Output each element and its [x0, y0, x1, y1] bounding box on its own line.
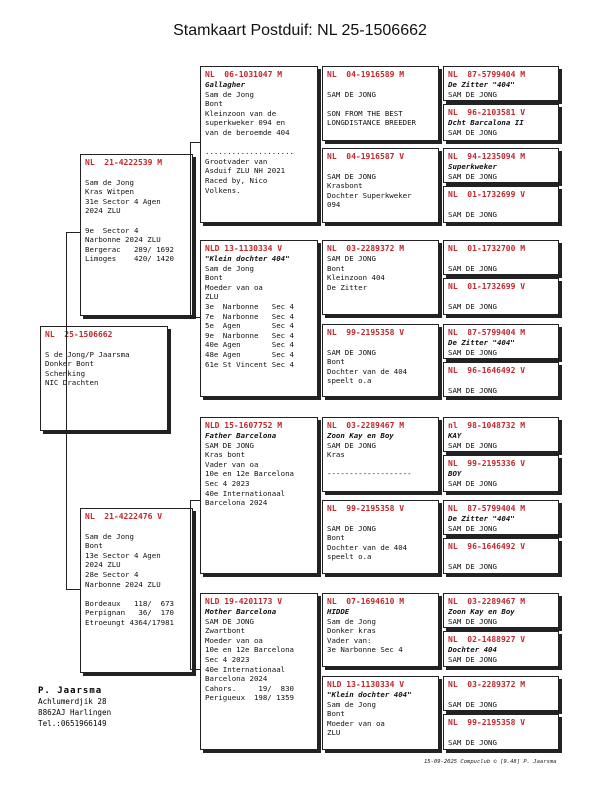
ring-number: NL 03-2289372 M — [448, 680, 526, 689]
pigeon-info-line — [448, 690, 554, 700]
pigeon-info-line: Cahors. 19/ 830 — [205, 683, 294, 693]
pigeon-info-line: SAM DE JONG — [448, 127, 497, 137]
pigeon-info-line: 40e Internationaal — [205, 488, 286, 498]
ring-number: NL 07-1694610 M — [327, 597, 405, 606]
pigeon-card-p5 — [200, 417, 318, 574]
pigeon-info-line — [85, 522, 188, 532]
pigeon-card-p29 — [443, 676, 559, 711]
pigeon-info-line: Bordeaux 118/ 673 — [85, 598, 174, 608]
pigeon-info-line — [327, 514, 434, 524]
pigeon-info-line: Bont — [327, 357, 345, 367]
owner-name: P. Jaarsma — [38, 686, 103, 696]
ring-number: NLD 15-1607752 M — [205, 421, 283, 430]
pigeon-info-line: NIC Drachten — [45, 378, 99, 388]
ring-number: NL 94-1235094 M — [448, 152, 526, 161]
pigeon-info-line: Perpignan 36/ 170 — [85, 608, 174, 618]
pigeon-info-line: Father Barcelona — [205, 431, 277, 440]
pigeon-info-line: Dochter 404 — [448, 645, 497, 654]
connector-sire — [190, 142, 201, 318]
pigeon-info-line: De Zitter — [327, 282, 368, 292]
ring-number: NL 04-1916587 V — [327, 152, 405, 161]
pigeon-info-line: SON FROM THE BEST — [327, 108, 403, 118]
pigeon-info-line: 61e St Vincent Sec 4 — [205, 359, 294, 369]
pigeon-info-line: ------------------- — [327, 469, 412, 479]
pigeon-card-p16 — [443, 104, 559, 141]
pigeon-info-line — [327, 99, 434, 109]
pigeon-card-p24 — [443, 455, 559, 492]
pigeon-info-line: Kras bont — [205, 450, 246, 460]
pigeon-info-line: SAM DE JONG — [327, 254, 376, 263]
ring-number: NLD 13-1130334 V — [205, 244, 283, 253]
pigeon-info-line: ZLU — [205, 292, 219, 302]
pigeon-info-line: SAM DE JONG — [448, 385, 497, 395]
pigeon-info-line: van de beroemde 404 — [205, 127, 290, 137]
pigeon-info-line: 10e en 12e Barcelona — [205, 645, 294, 655]
owner-phone-line: Tel.:0651966149 — [38, 719, 107, 728]
pigeon-info-line: SAM DE JONG — [448, 699, 497, 709]
pigeon-info-line: Bont — [205, 273, 223, 283]
pigeon-info-line: superkweker 094 en — [205, 118, 286, 128]
pigeon-info-line — [448, 292, 554, 302]
pigeon-info-line: SAM DE JONG — [448, 478, 497, 488]
pigeon-info-line: S de Jong/P Jaarsma — [45, 349, 130, 359]
pigeon-info-line: Sam de Jong — [327, 699, 376, 709]
pigeon-info-line: 2024 ZLU — [85, 206, 121, 216]
pigeon-info-line: Mother Barcelona — [205, 607, 277, 616]
pigeon-info-line: 2024 ZLU — [85, 560, 121, 570]
pigeon-info-line: Krasbont — [327, 181, 363, 191]
pigeon-info-line: Bont — [205, 99, 223, 109]
pigeon-card-p8 — [322, 148, 439, 223]
ring-number: NL 03-2289467 M — [327, 421, 405, 430]
pigeon-info-line: LONGDISTANCE BREEDER — [327, 118, 416, 128]
pigeon-info-line: Dochter Superkweker — [327, 190, 412, 200]
ring-number: NL 21-4222539 M — [85, 158, 163, 167]
ring-number: NL 25-1506662 — [45, 330, 113, 339]
pigeon-info-line: Zoon Kay en Boy — [327, 431, 394, 440]
pigeon-info-line — [85, 216, 188, 226]
pigeon-info-line: Zoon Kay en Boy — [448, 607, 515, 616]
pigeon-info-line: SAM DE JONG — [448, 654, 497, 664]
ring-number: NL 01-1732700 M — [448, 244, 526, 253]
pigeon-info-line: Bont — [327, 263, 345, 273]
pigeon-card-p2 — [80, 508, 193, 673]
pigeon-card-p27 — [443, 593, 559, 628]
pigeon-info-line: SAM DE JONG — [327, 171, 376, 181]
pigeon-info-line: De Zitter "404" — [448, 338, 515, 347]
pigeon-card-p6 — [200, 593, 318, 750]
page-title: Stamkaart Postduif: NL 25-1506662 — [173, 22, 427, 39]
pigeon-info-line: Sam de Jong — [85, 531, 134, 541]
pigeon-info-line — [45, 340, 163, 350]
pigeon-card-p23 — [443, 417, 559, 452]
ring-number: nl 98-1048732 M — [448, 421, 526, 430]
pigeon-info-line — [205, 138, 313, 148]
pigeon-info-line: .................... — [205, 147, 294, 157]
pigeon-info-line: Donker Bont — [45, 359, 94, 369]
pigeon-info-line: 5e Agen Sec 4 — [205, 321, 294, 331]
pigeon-info-line: De Zitter "404" — [448, 80, 515, 89]
pigeon-info-line: SAM DE JONG — [448, 561, 497, 571]
pigeon-info-line — [448, 200, 554, 210]
ring-number: NL 99-2195336 V — [448, 459, 526, 468]
pigeon-card-p14 — [322, 676, 439, 750]
pigeon-info-line: SAM DE JONG — [327, 523, 376, 533]
pigeon-card-p10 — [322, 324, 439, 397]
connector-dam — [190, 500, 201, 670]
pigeon-info-line: Volkens. — [205, 185, 241, 195]
owner-block — [38, 686, 111, 729]
pigeon-info-line: 10e en 12e Barcelona — [205, 469, 294, 479]
pigeon-info-line — [327, 338, 434, 348]
pigeon-info-line: Barcelona 2024 — [205, 674, 268, 684]
ring-number: NL 04-1916589 M — [327, 70, 405, 79]
pigeon-card-p13 — [322, 593, 439, 667]
pigeon-card-p7 — [322, 66, 439, 141]
pigeon-info-line: SAM DE JONG — [448, 209, 497, 219]
pigeon-card-p22 — [443, 362, 559, 397]
ring-number: NL 03-2289467 M — [448, 597, 526, 606]
pigeon-info-line: Narbonne 2024 ZLU — [85, 579, 161, 589]
pigeon-card-p0 — [40, 326, 168, 431]
pigeon-card-p9 — [322, 240, 439, 315]
pigeon-info-line — [327, 80, 434, 90]
pigeon-info-line — [85, 589, 188, 599]
pigeon-info-line: Kleinzoon 404 — [327, 273, 385, 283]
pigeon-info-line: Moeder van oa — [205, 635, 263, 645]
pigeon-info-line: Dochter van de 404 — [327, 542, 408, 552]
ring-number: NL 01-1732699 V — [448, 190, 526, 199]
pigeon-info-line: 28e Sector 4 — [85, 569, 139, 579]
pigeon-info-line: SAM DE JONG — [448, 440, 497, 450]
pigeon-info-line: Superkweker — [448, 162, 497, 171]
ring-number: NL 96-2103581 V — [448, 108, 526, 117]
ring-number: NL 03-2289372 M — [327, 244, 405, 253]
pigeon-info-line: Sec 4 2023 — [205, 654, 250, 664]
pigeon-info-line: Sec 4 2023 — [205, 478, 250, 488]
pigeon-info-line: 13e Sector 4 Agen — [85, 550, 161, 560]
pigeon-info-line: speelt o.a — [327, 376, 372, 386]
pigeon-info-line: 40e Internationaal — [205, 664, 286, 674]
pigeon-info-line — [327, 162, 434, 172]
pigeon-info-line: 7e Narbonne Sec 4 — [205, 311, 294, 321]
pigeon-info-line: SAM DE JONG — [448, 301, 497, 311]
ring-number: NL 01-1732699 V — [448, 282, 526, 291]
pigeon-card-p21 — [443, 324, 559, 359]
pigeon-info-line: Sam de Jong — [85, 177, 134, 187]
pigeon-info-line: Kleinzoon van de — [205, 108, 277, 118]
pigeon-info-line: Raced by, Nico — [205, 175, 268, 185]
pigeon-info-line: 9e Sector 4 — [85, 225, 139, 235]
pigeon-info-line: Bont — [85, 541, 103, 551]
pigeon-info-line: BOY — [448, 469, 462, 478]
pigeon-info-line: Vader van: — [327, 635, 372, 645]
pigeon-info-line: Perigueux 198/ 1359 — [205, 693, 294, 703]
pigeon-info-line — [85, 168, 188, 178]
pigeon-info-line: Bergerac 289/ 1692 — [85, 244, 174, 254]
pigeon-info-line: SAM DE JONG — [448, 89, 497, 99]
pigeon-info-line — [448, 728, 554, 738]
pigeon-info-line: SAM DE JONG — [448, 263, 497, 273]
pigeon-info-line: Narbonne 2024 ZLU — [85, 235, 161, 245]
pigeon-info-line: Sam de Jong — [205, 263, 254, 273]
pigeon-info-line: Sam de Jong — [327, 616, 376, 626]
pigeon-info-line: 3e Narbonne Sec 4 — [327, 645, 403, 655]
pigeon-info-line: SAM DE JONG — [205, 440, 254, 450]
pigeon-info-line: De Zitter "404" — [448, 514, 515, 523]
pigeon-info-line: Moeder van oa — [327, 718, 385, 728]
ring-number: NL 87-5799404 M — [448, 70, 526, 79]
pigeon-info-line: Barcelona 2024 — [205, 498, 268, 508]
ring-number: NL 06-1031047 M — [205, 70, 283, 79]
pigeon-card-p17 — [443, 148, 559, 183]
pigeon-info-line: "Klein dochter 404" — [327, 690, 412, 699]
pigeon-info-line: Zwartbont — [205, 626, 246, 636]
pigeon-info-line: Etroeungt 4364/17981 — [85, 617, 174, 627]
pigeon-card-p19 — [443, 240, 559, 275]
pigeon-info-line: SAM DE JONG — [448, 171, 497, 181]
pigeon-info-line: Grootvader van — [205, 156, 268, 166]
pigeon-info-line: Limoges 420/ 1420 — [85, 254, 174, 264]
pigeon-card-p4 — [200, 240, 318, 397]
ring-number: NL 99-2195358 V — [327, 504, 405, 513]
ring-number: NL 96-1646492 V — [448, 366, 526, 375]
pigeon-info-line: SAM DE JONG — [448, 616, 497, 626]
owner-postcode-line: 8862AJ Harlingen — [38, 708, 112, 717]
ring-number: NL 21-4222476 V — [85, 512, 163, 521]
pigeon-info-line: 9e Narbonne Sec 4 — [205, 330, 294, 340]
pigeon-card-p11 — [322, 417, 439, 492]
pigeon-info-line — [448, 552, 554, 562]
pigeon-card-p18 — [443, 186, 559, 223]
pigeon-card-p1 — [80, 154, 193, 316]
pigeon-info-line: SAM DE JONG — [327, 347, 376, 357]
pigeon-info-line: Kras Witpen — [85, 187, 134, 197]
ring-number: NL 02-1488927 V — [448, 635, 526, 644]
pigeon-info-line: HIDDE — [327, 607, 350, 616]
pigeon-info-line: Dochter van de 404 — [327, 366, 408, 376]
pigeon-info-line: ZLU — [327, 728, 341, 738]
pigeon-info-line — [327, 460, 434, 470]
pigeon-info-line: Moeder van oa — [205, 282, 263, 292]
ring-number: NLD 19-4201173 V — [205, 597, 283, 606]
pigeon-info-line: SAM DE JONG — [327, 440, 376, 450]
ring-number: NLD 13-1130334 V — [327, 680, 405, 689]
pigeon-info-line: Schenking — [45, 368, 86, 378]
pigeon-info-line: 31e Sector 4 Agen — [85, 196, 161, 206]
pigeon-card-p3 — [200, 66, 318, 223]
pigeon-card-p30 — [443, 714, 559, 750]
pigeon-info-line: Bont — [327, 533, 345, 543]
pigeon-info-line: Asduif ZLU NH 2021 — [205, 166, 286, 176]
pigeon-info-line: Dcht Barcalona II — [448, 118, 524, 127]
pigeon-info-line: Bont — [327, 709, 345, 719]
ring-number: NL 87-5799404 M — [448, 504, 526, 513]
pigeon-info-line: Gallagher — [205, 80, 246, 89]
pigeon-info-line: SAM DE JONG — [205, 616, 254, 626]
pigeon-info-line: SAM DE JONG — [448, 523, 497, 533]
pigeon-card-p26 — [443, 538, 559, 574]
pigeon-info-line: 094 — [327, 200, 341, 210]
ring-number: NL 99-2195358 V — [327, 328, 405, 337]
pigeon-card-p28 — [443, 631, 559, 667]
pigeon-info-line: Donker kras — [327, 626, 376, 636]
pigeon-info-line: "Klein dochter 404" — [205, 254, 290, 263]
pigeon-info-line: speelt o.a — [327, 552, 372, 562]
pigeon-card-p12 — [322, 500, 439, 574]
ring-number: NL 96-1646492 V — [448, 542, 526, 551]
pigeon-info-line — [448, 254, 554, 264]
footer-credit: 15-09-2025 Compuclub © [9.48] P. Jaarsma — [424, 759, 557, 765]
pigeon-info-line: SAM DE JONG — [448, 737, 497, 747]
ring-number: NL 87-5799404 M — [448, 328, 526, 337]
pigeon-info-line: SAM DE JONG — [448, 347, 497, 357]
pigeon-info-line: SAM DE JONG — [327, 89, 376, 99]
owner-address-line: Achlumerdjik 28 — [38, 697, 107, 706]
pigeon-info-line: Vader van oa — [205, 459, 259, 469]
pigeon-info-line — [448, 376, 554, 386]
pigeon-info-line: Kras — [327, 450, 345, 460]
pigeon-info-line: KAY — [448, 431, 462, 440]
connector-root — [66, 232, 81, 590]
pigeon-card-p15 — [443, 66, 559, 101]
pigeon-info-line: 48e Agen Sec 4 — [205, 349, 294, 359]
pigeon-info-line: Sam de Jong — [205, 89, 254, 99]
pigeon-card-p20 — [443, 278, 559, 315]
pigeon-card-p25 — [443, 500, 559, 535]
ring-number: NL 99-2195358 V — [448, 718, 526, 727]
pigeon-info-line: 40e Agen Sec 4 — [205, 340, 294, 350]
pigeon-info-line: 3e Narbonne Sec 4 — [205, 301, 294, 311]
